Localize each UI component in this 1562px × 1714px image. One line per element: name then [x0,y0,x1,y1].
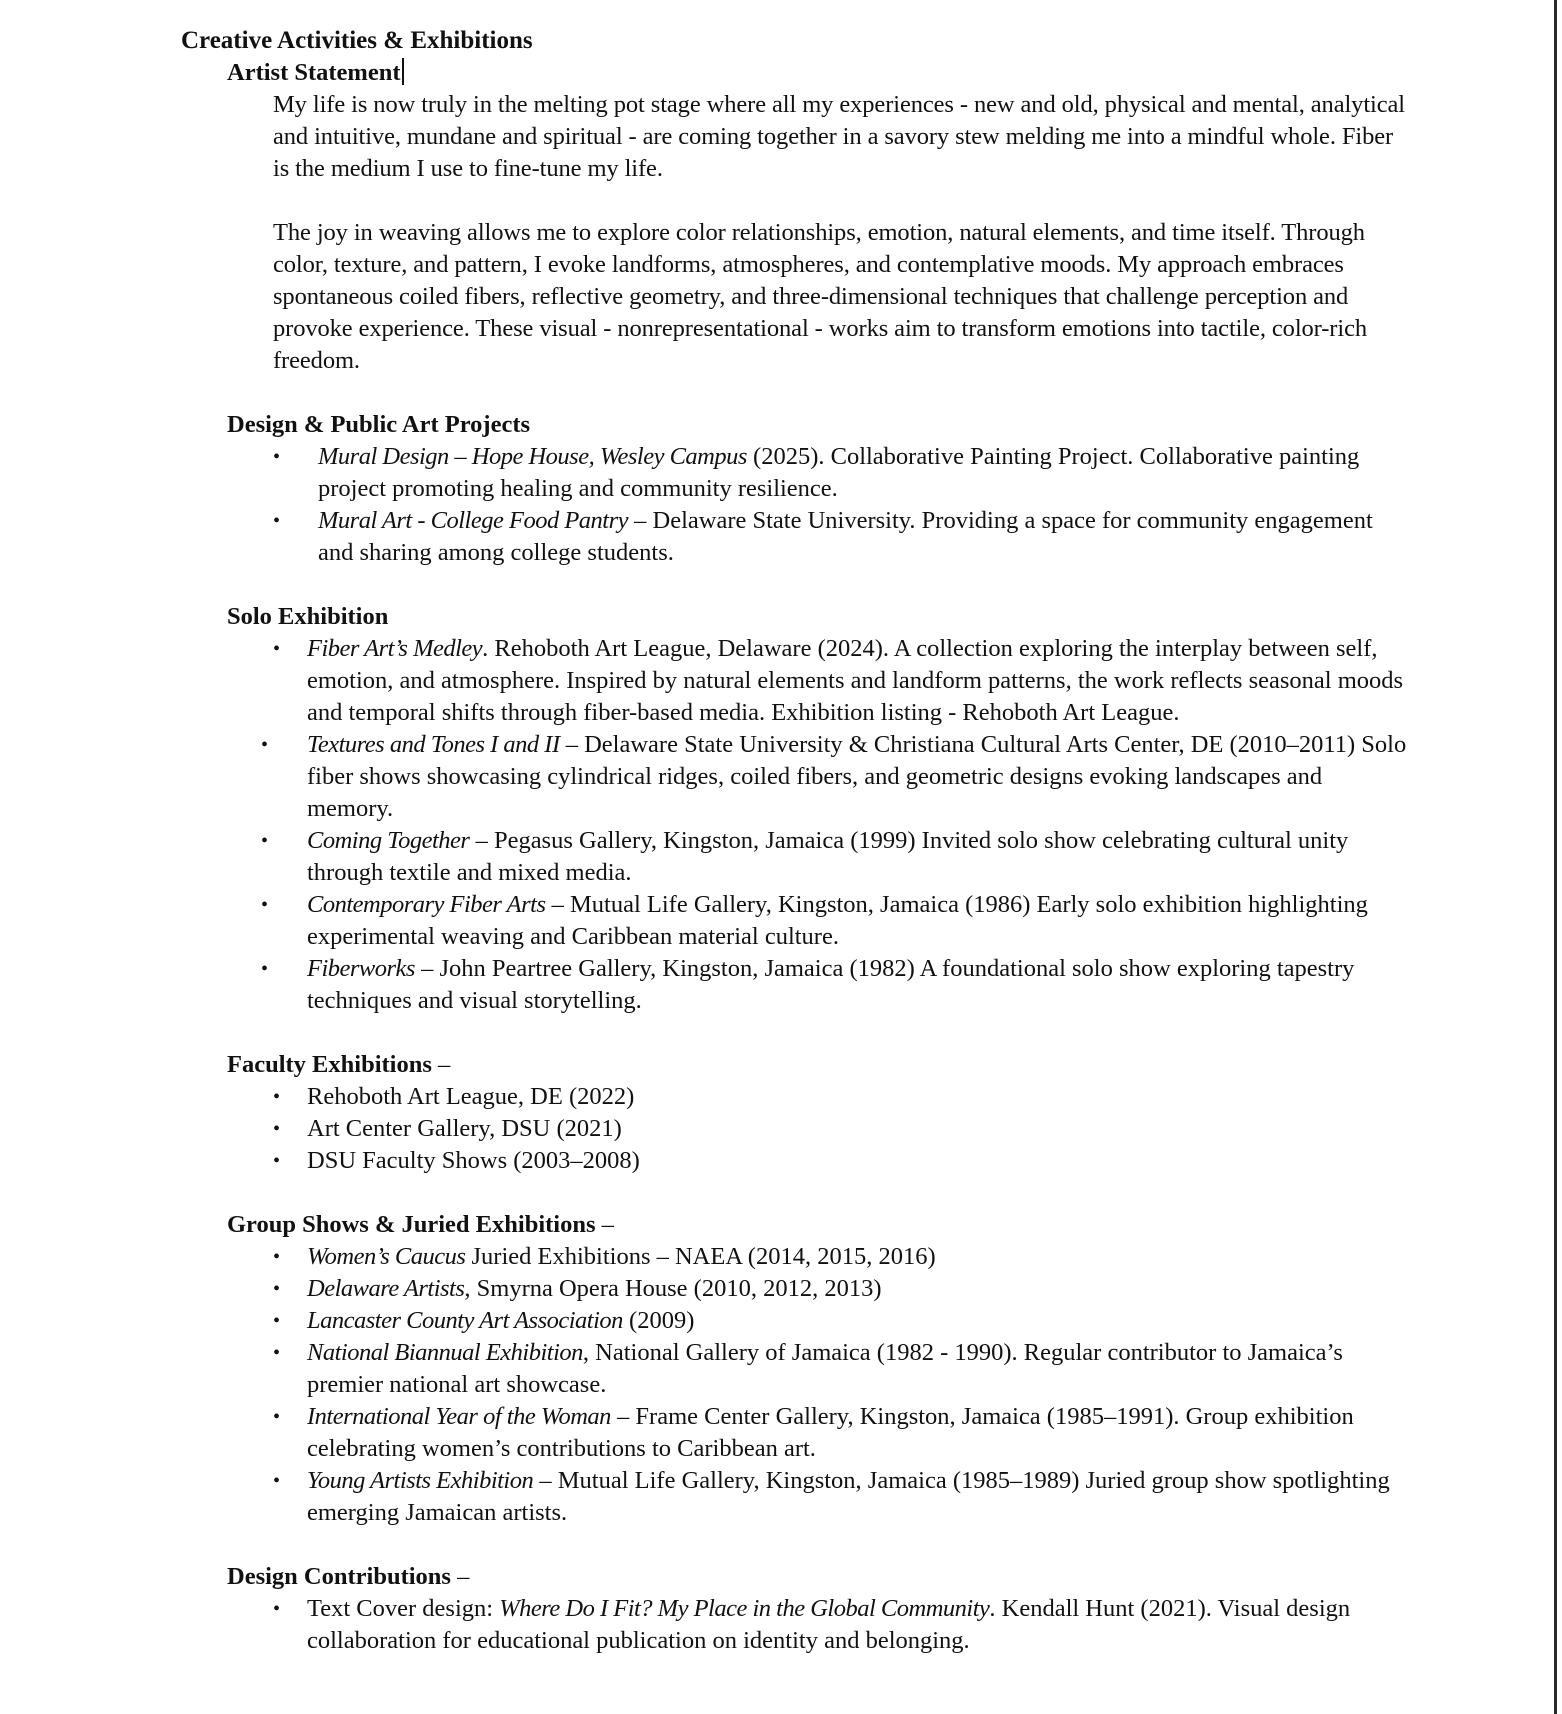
bullet-glyph: • [273,1470,281,1492]
bullet-glyph: • [273,1118,281,1140]
item-title: Where Do I Fit? My Place in the Global Community [499,1595,990,1622]
item-title: Young Artists Exhibition [307,1467,534,1494]
group-shows-section [181,1209,1411,1529]
item-title: National Biannual Exhibition [307,1339,583,1366]
item-title: Fiberworks [307,955,415,982]
section-heading-text: Group Shows & Juried Exhibitions [227,1211,596,1238]
faculty-exhibitions-list [181,1081,1411,1177]
list-item [181,441,1411,505]
text-cursor [402,58,404,85]
item-text: – Pegasus Gallery, Kingston, Jamaica (1999) Invited solo show celebrating cultural unity through textile and mixed media. [307,827,1349,886]
section-heading: Solo Exhibition [227,603,389,630]
section-heading-text: Artist Statement [227,59,401,86]
section-heading [227,57,1411,89]
item-text: (2025). Collaborative Painting Project. Collaborative painting project promoting healing and community resilience. [318,443,1360,502]
list-item [181,825,1411,889]
statement-paragraph: The joy in weaving allows me to explore color relationships, emotion, natural elements, and time itself. Through color, texture, and pattern, I evoke landforms, atmospheres, and contemplative moods. My approach embraces spontaneous coiled fibers, reflective geometry, and three-dimensional techniques that challenge perception and provoke experience. These visual - nonrepresentational - works aim to transform emotions into tactile, color-rich freedom. [273,219,1367,374]
heading-dash: – [450,1563,470,1590]
section-heading [227,1049,1411,1081]
bullet-glyph: • [273,1310,281,1332]
bullet-glyph: • [273,1150,281,1172]
design-public-art-section [181,409,1411,569]
design-public-art-list [181,441,1411,569]
bullet-glyph: • [273,1406,281,1428]
item-title: Mural Design – Hope House, Wesley Campus [318,443,747,470]
item-text: , National Gallery of Jamaica (1982 - 1990). Regular contributor to Jamaica’s premier national art showcase. [307,1339,1343,1398]
faculty-exhibitions-section [181,1049,1411,1177]
bullet-glyph: • [273,1246,281,1268]
item-title: Contemporary Fiber Arts [307,891,546,918]
list-item [181,633,1411,729]
section-heading: Design & Public Art Projects [227,411,531,438]
item-title: Textures and Tones I and II [307,731,560,758]
item-title: Women’s Caucus [307,1243,466,1270]
bullet-glyph: • [273,1598,281,1620]
solo-exhibition-section [181,601,1411,1017]
list-item [181,1273,1411,1305]
item-text: Rehoboth Art League, DE (2022) [307,1083,635,1110]
page-edge-border [1554,0,1557,1714]
artist-statement-section [181,57,1411,377]
item-text: – Frame Center Gallery, Kingston, Jamaica (1985–1991). Group exhibition celebrating women’s contributions to Caribbean art. [307,1403,1354,1462]
bullet-glyph: • [261,734,269,756]
bullet-glyph: • [273,1086,281,1108]
bullet-glyph: • [273,638,281,660]
document-body[interactable] [181,25,1411,1657]
heading-dash: – [595,1211,614,1238]
list-item [181,1401,1411,1465]
item-title: Mural Art - College Food Pantry [318,507,628,534]
section-heading-text: Design Contributions [227,1563,451,1590]
group-shows-list [181,1241,1411,1529]
list-item [181,1241,1411,1273]
item-title: Fiber Art’s Medley [307,635,483,662]
list-item [181,1337,1411,1401]
item-text: – Delaware State University & Christiana Cultural Arts Center, DE (2010–2011) Solo fiber shows showcasing cylindrical ridges, coiled fibers, and geometric designs evoking landscapes and memory. [307,731,1407,822]
item-text: (2009) [622,1307,695,1334]
item-title: International Year of the Woman [307,1403,611,1430]
item-title: Lancaster County Art Association [307,1307,623,1334]
item-text: . Rehoboth Art League, Delaware (2024). A collection exploring the interplay between self, emotion, and atmosphere. Inspired by natural elements and landform patterns, the work reflects seasonal moods and temporal shifts through fiber-based media. Exhibition listing - Rehoboth Art League. [307,635,1404,726]
bullet-glyph: • [261,830,269,852]
document-title: Creative Activities & Exhibitions [181,27,533,54]
section-heading [227,1561,1411,1593]
item-text: – Mutual Life Gallery, Kingston, Jamaica (1985–1989) Juried group show spotlighting emerging Jamaican artists. [307,1467,1390,1526]
list-item [181,729,1411,825]
item-title: Coming Together [307,827,470,854]
bullet-glyph: • [261,894,269,916]
list-item [181,1081,1411,1113]
item-text: – John Peartree Gallery, Kingston, Jamaica (1982) A foundational solo show exploring tapestry techniques and visual storytelling. [307,955,1355,1014]
item-title: Delaware Artists [307,1275,465,1302]
section-heading-text: Faculty Exhibitions [227,1051,432,1078]
heading-dash: – [431,1051,451,1078]
bullet-glyph: • [273,510,281,532]
bullet-glyph: • [261,958,269,980]
list-item [181,1593,1411,1657]
item-prefix: Text Cover design: [307,1595,500,1622]
design-contributions-list [181,1593,1411,1657]
item-text: – Mutual Life Gallery, Kingston, Jamaica (1986) Early solo exhibition highlighting experimental weaving and Caribbean material culture. [307,891,1368,950]
design-contributions-section [181,1561,1411,1657]
list-item [181,1465,1411,1529]
solo-exhibition-list [181,633,1411,1017]
item-text: , Smyrna Opera House (2010, 2012, 2013) [464,1275,882,1302]
list-item [181,505,1411,569]
item-text: Juried Exhibitions – NAEA (2014, 2015, 2016) [465,1243,936,1270]
statement-paragraph: My life is now truly in the melting pot stage where all my experiences - new and old, physical and mental, analytical and intuitive, mundane and spiritual - are coming together in a savory stew melding me into a mindful whole. Fiber is the medium I use to fine-tune my life. [273,91,1405,182]
item-text: . Kendall Hunt (2021). Visual design collaboration for educational publication on identity and belonging. [307,1595,1351,1654]
list-item [181,889,1411,953]
section-heading [227,1209,1411,1241]
item-text: – Delaware State University. Providing a space for community engagement and sharing among college students. [318,507,1373,566]
list-item [181,1113,1411,1145]
list-item [181,1305,1411,1337]
bullet-glyph: • [273,1278,281,1300]
list-item [181,1145,1411,1177]
bullet-glyph: • [273,1342,281,1364]
item-text: DSU Faculty Shows (2003–2008) [307,1147,640,1174]
bullet-glyph: • [273,446,281,468]
item-text: Art Center Gallery, DSU (2021) [307,1115,622,1142]
list-item [181,953,1411,1017]
